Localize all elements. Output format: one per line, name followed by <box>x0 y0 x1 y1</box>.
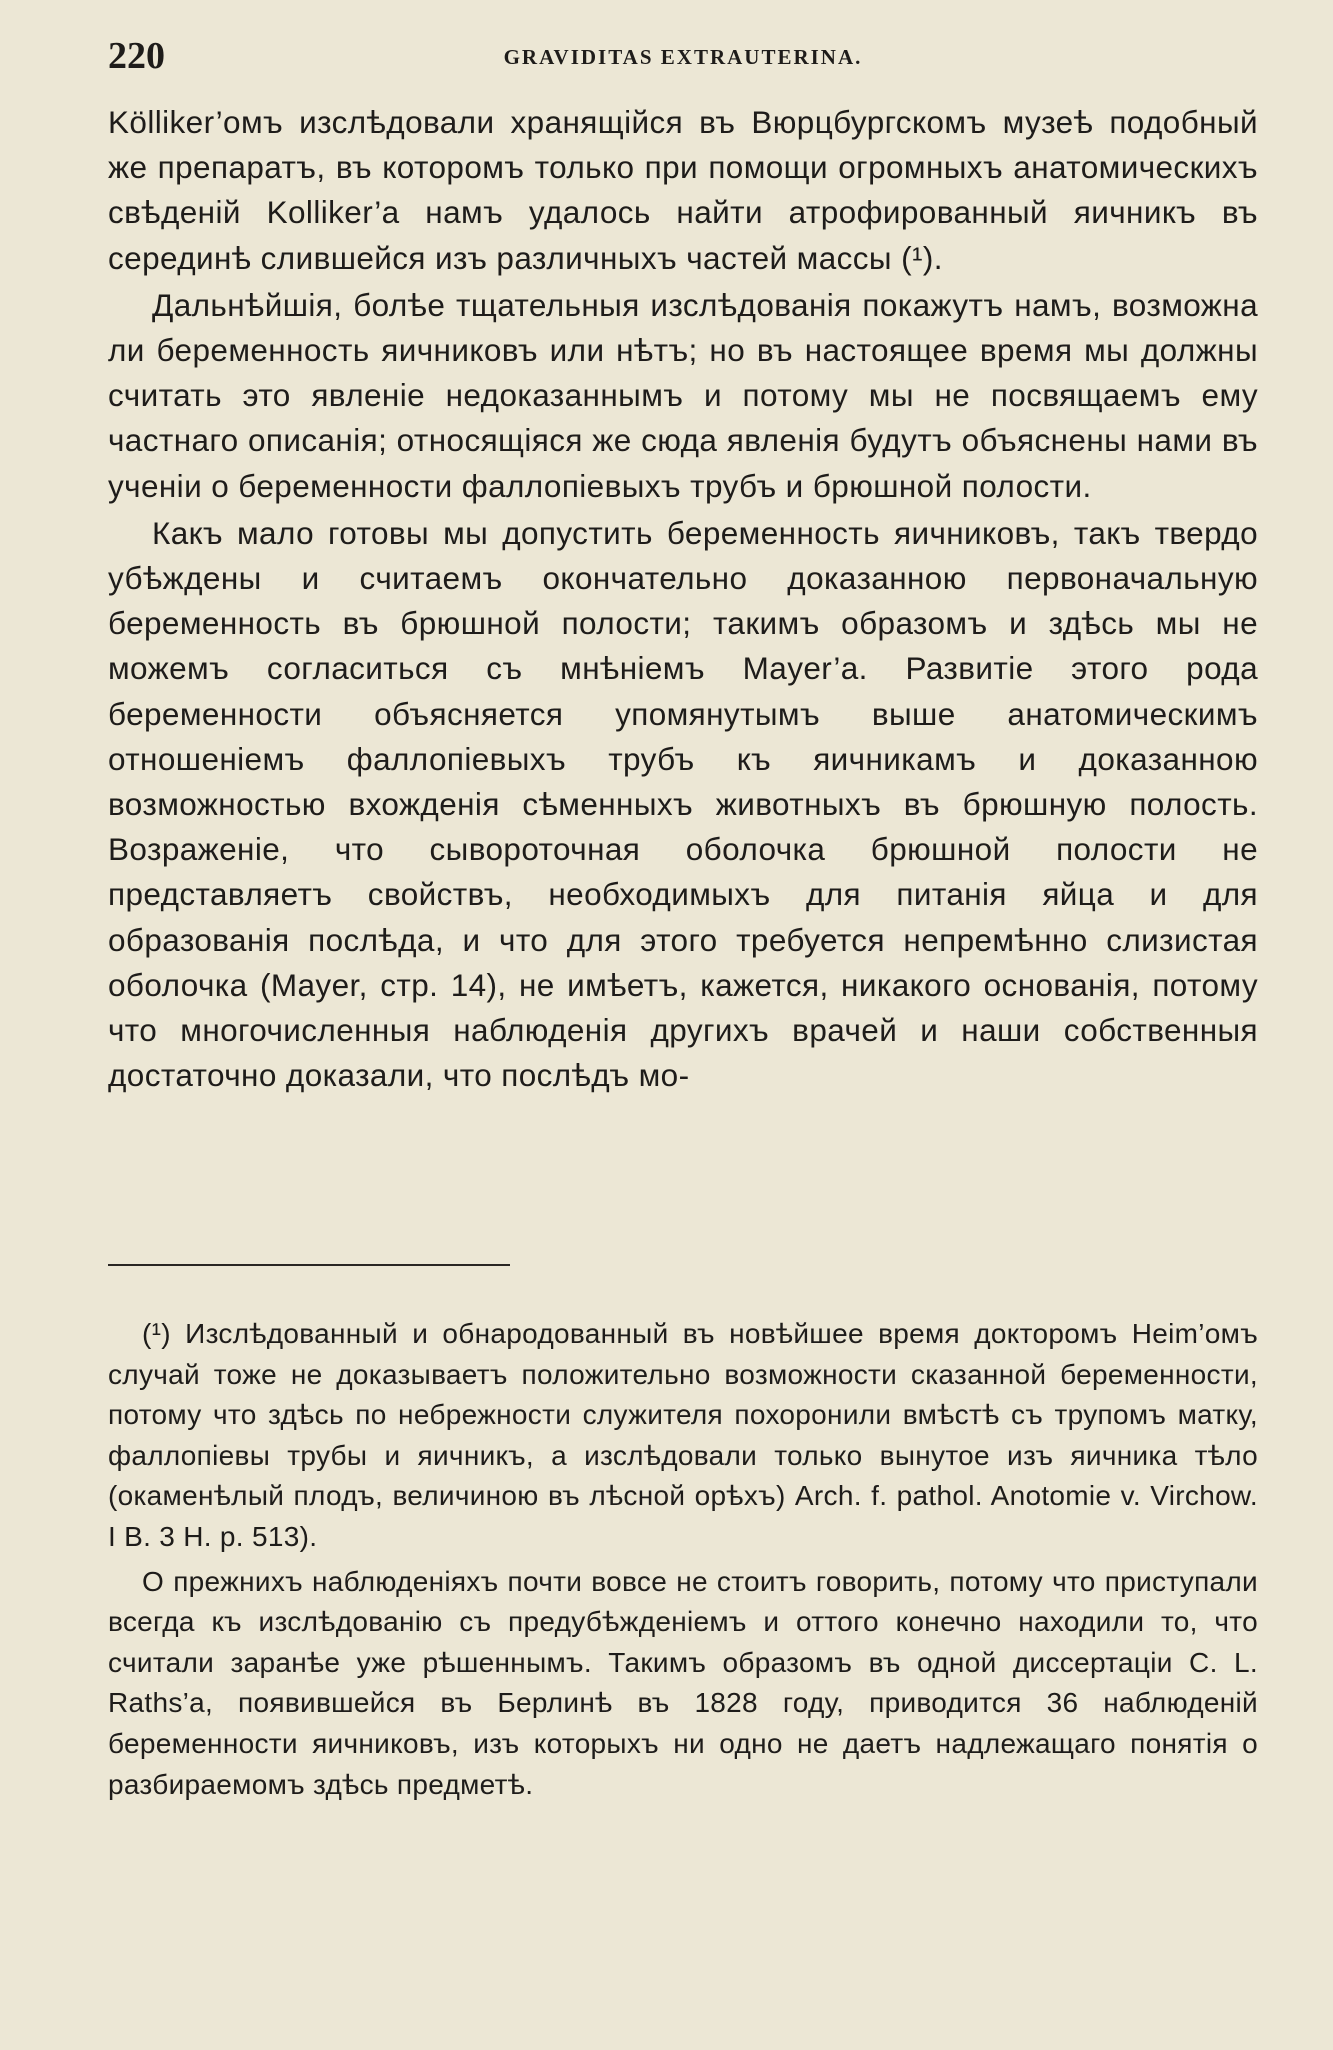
footnote-paragraph: О прежнихъ наблюденіяхъ почти вовсе не стоитъ говорить, потому что приступали всегда къ изслѣдованію съ предубѣжденіемъ и оттого конечно находили то, что считали заранѣе уже рѣшеннымъ. Такимъ образомъ въ одной диссертаціи C. L. Raths’а, появившейся въ Берлинѣ въ 1828 году, приводится 36 наблюденій беременности яичниковъ, изъ которыхъ ни одно не даетъ надлежащаго понятія о разбираемомъ здѣсь предметѣ. <box>108 1565 1258 1800</box>
page-header <box>108 34 1258 78</box>
running-head: GRAVIDITAS EXTRAUTERINA. <box>503 45 863 69</box>
footnote-divider <box>108 1264 510 1266</box>
footnotes <box>108 1314 1258 1805</box>
page-number: 220 <box>108 35 165 77</box>
body-paragraph: Дальнѣйшія, болѣе тщательныя изслѣдованія покажутъ намъ, возможна ли беременность яичниковъ или нѣтъ; но въ настоящее время мы должны считать это явленіе недоказаннымъ и потому мы не посвящаемъ ему частнаго описанія; относящіяся же сюда явленія будутъ объяснены нами въ ученіи о беременности фаллопіевыхъ трубъ и брюшной полости. <box>108 286 1258 504</box>
footnote-paragraph: (¹) Изслѣдованный и обнародованный въ новѣйшее время докторомъ Heim’омъ случай тоже не доказываетъ положительно возможности сказанной беременности, потому что здѣсь по небрежности служителя похоронили вмѣстѣ съ трупомъ матку, фаллопіевы трубы и яичникъ, а изслѣдовали только вынутое изъ яичника тѣло (окаменѣлый плодъ, величиною въ лѣсной орѣхъ) Arch. f. pathol. Anotomie v. Virchow. I B. 3 H. p. 513). <box>108 1318 1258 1552</box>
body-paragraph: Какъ мало готовы мы допустить беременность яичниковъ, такъ твердо убѣждены и считаемъ окончательно доказанною первоначальную беременность въ брюшной полости; такимъ образомъ и здѣсь мы не можемъ согласиться съ мнѣніемъ Mayer’а. Развитіе этого рода беременности объясняется упомянутымъ выше анатомическимъ отношеніемъ фаллопіевыхъ трубъ къ яичникамъ и доказанною возможностью вхожденія сѣменныхъ животныхъ въ брюшную полость. Возраженіе, что сывороточная оболочка брюшной полости не представляетъ свойствъ, необходимыхъ для питанія яйца и для образованія послѣда, и что для этого требуется непремѣнно слизистая оболочка (Mayer, стр. 14), не имѣетъ, кажется, никакого основанія, потому что многочисленныя наблюденія другихъ врачей и наши собственныя достаточно доказали, что послѣдъ мо- <box>108 514 1258 1094</box>
main-text <box>108 100 1258 1098</box>
body-paragraph: Kölliker’омъ изслѣдовали хранящійся въ Вюрцбургскомъ музеѣ подобный же препаратъ, въ которомъ только при помощи огромныхъ анатомическихъ свѣденій Kolliker’а намъ удалось найти атрофированный яичникъ въ серединѣ слившейся изъ различныхъ частей массы (¹). <box>108 104 1258 276</box>
